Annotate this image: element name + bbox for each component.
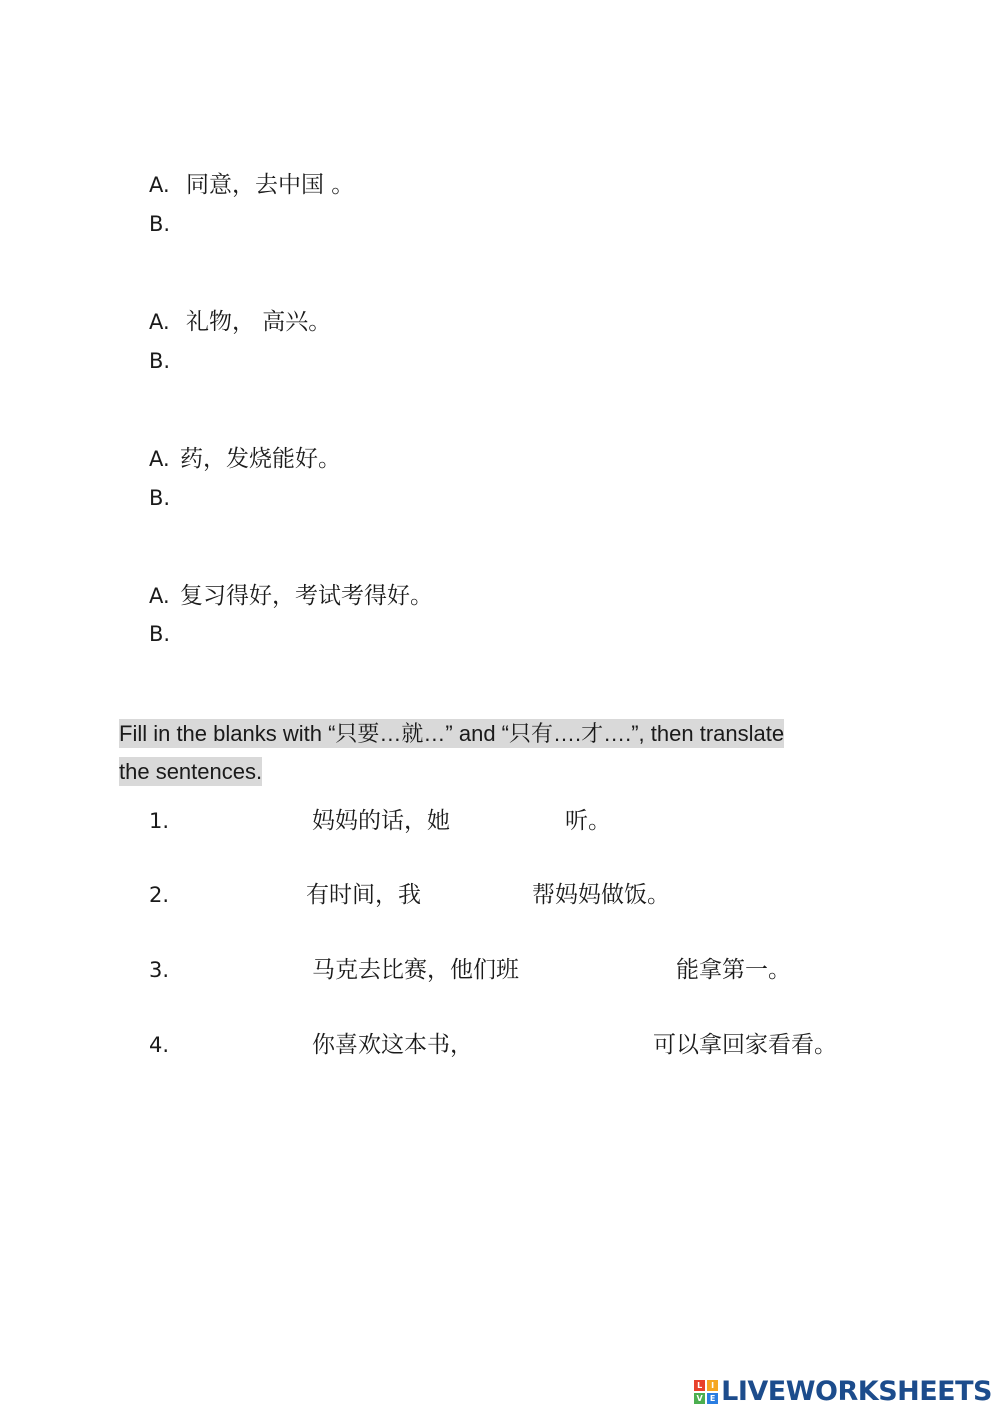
- exercise-4-part1: 你喜欢这本书，: [312, 1032, 473, 1058]
- instruction-line-2: the sentences.: [119, 759, 263, 784]
- logo-block-v: V: [694, 1393, 705, 1404]
- logo-block-e: E: [707, 1393, 718, 1404]
- instruction-line-1: Fill in the blanks with “只要…就…” and “只有….才….”, then translate: [119, 721, 785, 746]
- logo-text: LIVEWORKSHEETS: [721, 1376, 992, 1407]
- pair-1-b-label: B.: [149, 212, 171, 236]
- instruction: [119, 715, 879, 791]
- exercise-1-part1: 妈妈的话，她: [312, 808, 450, 834]
- liveworksheets-logo: [694, 1376, 992, 1407]
- logo-block-i: I: [707, 1380, 718, 1391]
- exercise-4-number: 4.: [149, 1033, 170, 1057]
- exercise-4-part2: 可以拿回家看看。: [653, 1032, 837, 1058]
- exercise-3-part2: 能拿第一。: [676, 957, 791, 983]
- exercise-3-number: 3.: [149, 958, 170, 982]
- pair-3-a-text: 药，发烧能好。: [180, 446, 341, 472]
- pair-3-a-label: A.: [149, 447, 170, 471]
- exercise-3-part1: 马克去比赛，他们班: [312, 957, 519, 983]
- exercise-2-part2: 帮妈妈做饭。: [532, 882, 670, 908]
- exercise-1-number: 1.: [149, 809, 170, 833]
- pair-3-b-label: B.: [149, 486, 171, 510]
- pair-4-a-label: A.: [149, 584, 170, 608]
- pair-4-a-text: 复习得好，考试考得好。: [180, 583, 433, 609]
- logo-icon: [694, 1380, 718, 1404]
- pair-2-b-label: B.: [149, 349, 171, 373]
- exercise-2-number: 2.: [149, 883, 170, 907]
- logo-block-l: L: [694, 1380, 705, 1391]
- pair-4-b-label: B.: [149, 622, 171, 646]
- pair-2-a-label: A.: [149, 310, 170, 334]
- pair-1-a-label: A.: [149, 173, 170, 197]
- exercise-1-part2: 听。: [565, 808, 611, 834]
- pair-1-a-text: 同意，去中国 。: [186, 172, 355, 198]
- pair-2-a-text: 礼物， 高兴。: [186, 309, 332, 335]
- exercise-2-part1: 有时间，我: [306, 882, 421, 908]
